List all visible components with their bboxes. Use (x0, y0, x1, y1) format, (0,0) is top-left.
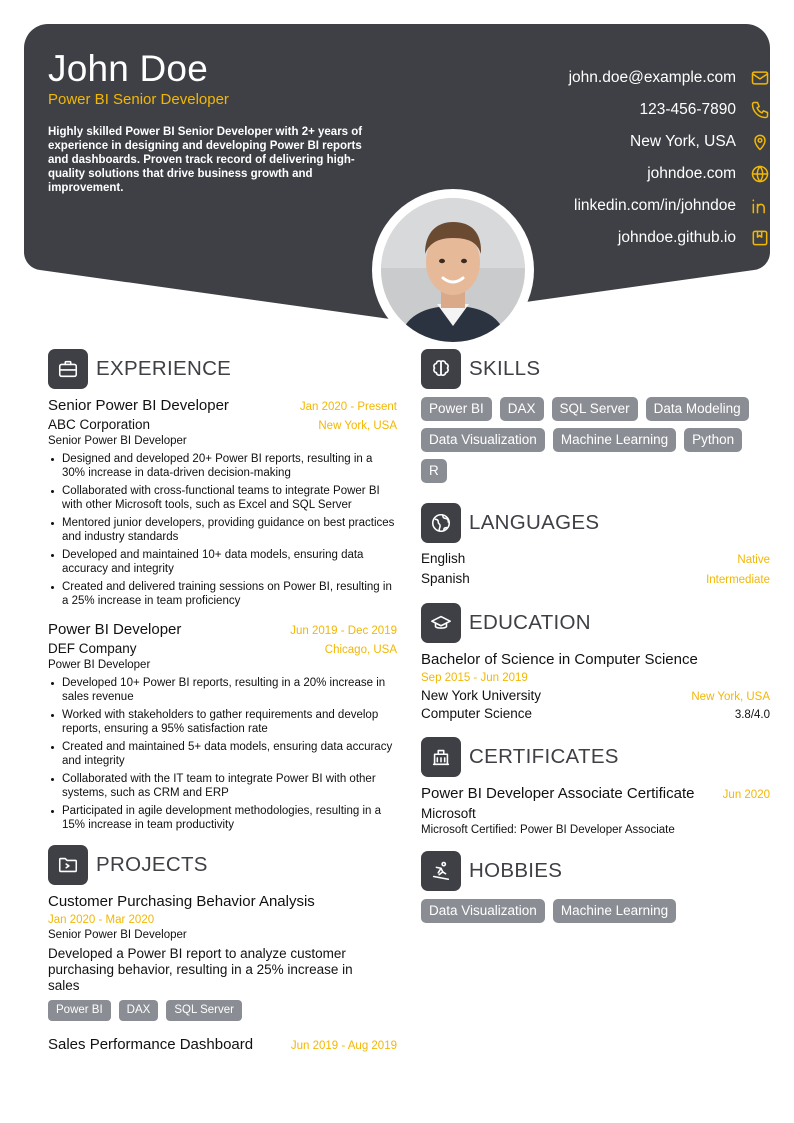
language-name: Spanish (421, 571, 470, 586)
language-level: Native (737, 554, 770, 566)
contact-phone[interactable] (410, 94, 770, 126)
skill-tag: DAX (500, 397, 544, 421)
project-item (48, 893, 397, 1021)
briefcase-icon (48, 349, 88, 389)
project-item (48, 1036, 397, 1053)
profile-summary: Highly skilled Power BI Senior Developer with 2+ years of experience in designing and developing Power BI reports and dashboards. Proven track record of delivering high-quality solutions that drive business growth and improvement. (48, 126, 363, 194)
job-title: Power BI Developer (48, 621, 182, 638)
project-title: Customer Purchasing Behavior Analysis (48, 893, 315, 910)
contact-email-text[interactable]: john.doe@example.com (568, 69, 736, 86)
projects-heading: PROJECTS (96, 853, 208, 876)
job-location: Chicago, USA (324, 644, 397, 656)
phone-icon (750, 100, 770, 120)
job-bullet: Mentored junior developers, providing guidance on best practices and industry standards (48, 516, 397, 544)
skill-tag: SQL Server (552, 397, 638, 421)
contact-location (410, 126, 770, 158)
job-role: Senior Power BI Developer (48, 435, 187, 447)
job-bullet: Created and maintained 5+ data models, ensuring data accuracy and integrity (48, 740, 397, 768)
hobby-tag: Machine Learning (553, 899, 676, 923)
skills-heading: SKILLS (469, 357, 541, 380)
certificate-date: Jun 2020 (722, 789, 770, 801)
contact-website-text[interactable]: johndoe.com (647, 165, 736, 182)
language-item (421, 551, 770, 571)
location-pin-icon (750, 132, 770, 152)
job-bullet: Developed 10+ Power BI reports, resulting in a 20% increase in sales revenue (48, 676, 397, 704)
project-title: Sales Performance Dashboard (48, 1036, 254, 1053)
certificate-name: Power BI Developer Associate Certificate (421, 785, 695, 802)
education-heading: EDUCATION (469, 611, 591, 634)
language-item (421, 571, 770, 591)
education-section-header (421, 603, 770, 643)
job-date: Jun 2019 - Dec 2019 (290, 625, 397, 637)
job-bullet: Worked with stakeholders to gather requirements and develop reports, ensuring a 95% satisfaction rate (48, 708, 397, 736)
job-bullets (48, 452, 397, 608)
project-date: Jun 2019 - Aug 2019 (290, 1040, 397, 1052)
candidate-title: Power BI Senior Developer (48, 91, 229, 108)
job-bullets (48, 676, 397, 832)
project-tag: Power BI (48, 1000, 111, 1021)
project-description: Developed a Power BI report to analyze customer purchasing behavior, resulting in a 25% increase in sales (48, 946, 353, 993)
job-role: Power BI Developer (48, 659, 151, 671)
language-globe-icon (421, 503, 461, 543)
avatar-portrait-icon (381, 198, 525, 342)
skill-tag: Machine Learning (553, 428, 676, 452)
job-bullet: Collaborated with cross-functional teams to integrate Power BI with other Microsoft tools, such as Excel and SQL Server (48, 484, 397, 512)
skill-tag: Power BI (421, 397, 492, 421)
job-title: Senior Power BI Developer (48, 397, 229, 414)
institution-icon (421, 737, 461, 777)
folder-icon (48, 845, 88, 885)
mail-icon (750, 68, 770, 88)
job-bullet: Created and delivered training sessions on Power BI, resulting in a 25% increase in team proficiency (48, 580, 397, 608)
experience-item (48, 621, 397, 832)
bookmark-icon (750, 228, 770, 248)
job-company: ABC Corporation (48, 417, 151, 432)
contact-linkedin-text[interactable]: linkedin.com/in/johndoe (574, 197, 736, 214)
education-location: New York, USA (691, 691, 770, 703)
globe-icon (750, 164, 770, 184)
experience-section-header (48, 349, 397, 389)
project-date: Jan 2020 - Mar 2020 (48, 914, 155, 926)
skill-tag: Python (684, 428, 742, 452)
education-degree: Bachelor of Science in Computer Science (421, 651, 698, 668)
hobbies-section-header (421, 851, 770, 891)
contact-phone-text[interactable]: 123-456-7890 (639, 101, 736, 118)
project-tags (48, 1000, 397, 1021)
job-bullet: Developed and maintained 10+ data models, ensuring data accuracy and integrity (48, 548, 397, 576)
skiing-icon (421, 851, 461, 891)
experience-item (48, 397, 397, 608)
languages-heading: LANGUAGES (469, 511, 600, 534)
linkedin-icon (750, 196, 770, 216)
skills-tags (421, 397, 770, 490)
experience-heading: EXPERIENCE (96, 357, 232, 380)
contact-website[interactable] (410, 158, 770, 190)
project-role: Senior Power BI Developer (48, 929, 187, 941)
avatar (381, 198, 525, 342)
brain-icon (421, 349, 461, 389)
project-tag: DAX (119, 1000, 159, 1021)
language-name: English (421, 551, 466, 566)
job-bullet: Collaborated with the IT team to integrate Power BI with other systems, such as CRM and ERP (48, 772, 397, 800)
project-tag: SQL Server (166, 1000, 242, 1021)
skill-tag: R (421, 459, 447, 483)
certificates-heading: CERTIFICATES (469, 745, 619, 768)
job-company: DEF Company (48, 641, 137, 656)
contact-github-text[interactable]: johndoe.github.io (617, 229, 736, 246)
languages-section-header (421, 503, 770, 543)
hobbies-tags (421, 899, 770, 930)
skill-tag: Data Modeling (646, 397, 749, 421)
certificate-issuer: Microsoft (421, 806, 476, 821)
certificate-description: Microsoft Certified: Power BI Developer Associate (421, 824, 675, 836)
education-field: Computer Science (421, 706, 533, 721)
education-date: Sep 2015 - Jun 2019 (421, 672, 528, 684)
candidate-name: John Doe (48, 48, 208, 89)
contact-email[interactable] (410, 62, 770, 94)
job-location: New York, USA (318, 420, 397, 432)
job-bullet: Participated in agile development methodologies, resulting in a 15% increase in team productivity (48, 804, 397, 832)
projects-section-header (48, 845, 397, 885)
job-bullet: Designed and developed 20+ Power BI reports, resulting in a 30% increase in data-driven decision-making (48, 452, 397, 480)
contact-location-text: New York, USA (630, 133, 736, 150)
education-school: New York University (421, 688, 542, 703)
skills-section-header (421, 349, 770, 389)
graduation-cap-icon (421, 603, 461, 643)
job-date: Jan 2020 - Present (299, 401, 397, 413)
hobbies-heading: HOBBIES (469, 859, 563, 882)
certificates-section-header (421, 737, 770, 777)
education-gpa: 3.8/4.0 (734, 709, 770, 721)
hobby-tag: Data Visualization (421, 899, 545, 923)
language-level: Intermediate (706, 574, 770, 586)
skill-tag: Data Visualization (421, 428, 545, 452)
